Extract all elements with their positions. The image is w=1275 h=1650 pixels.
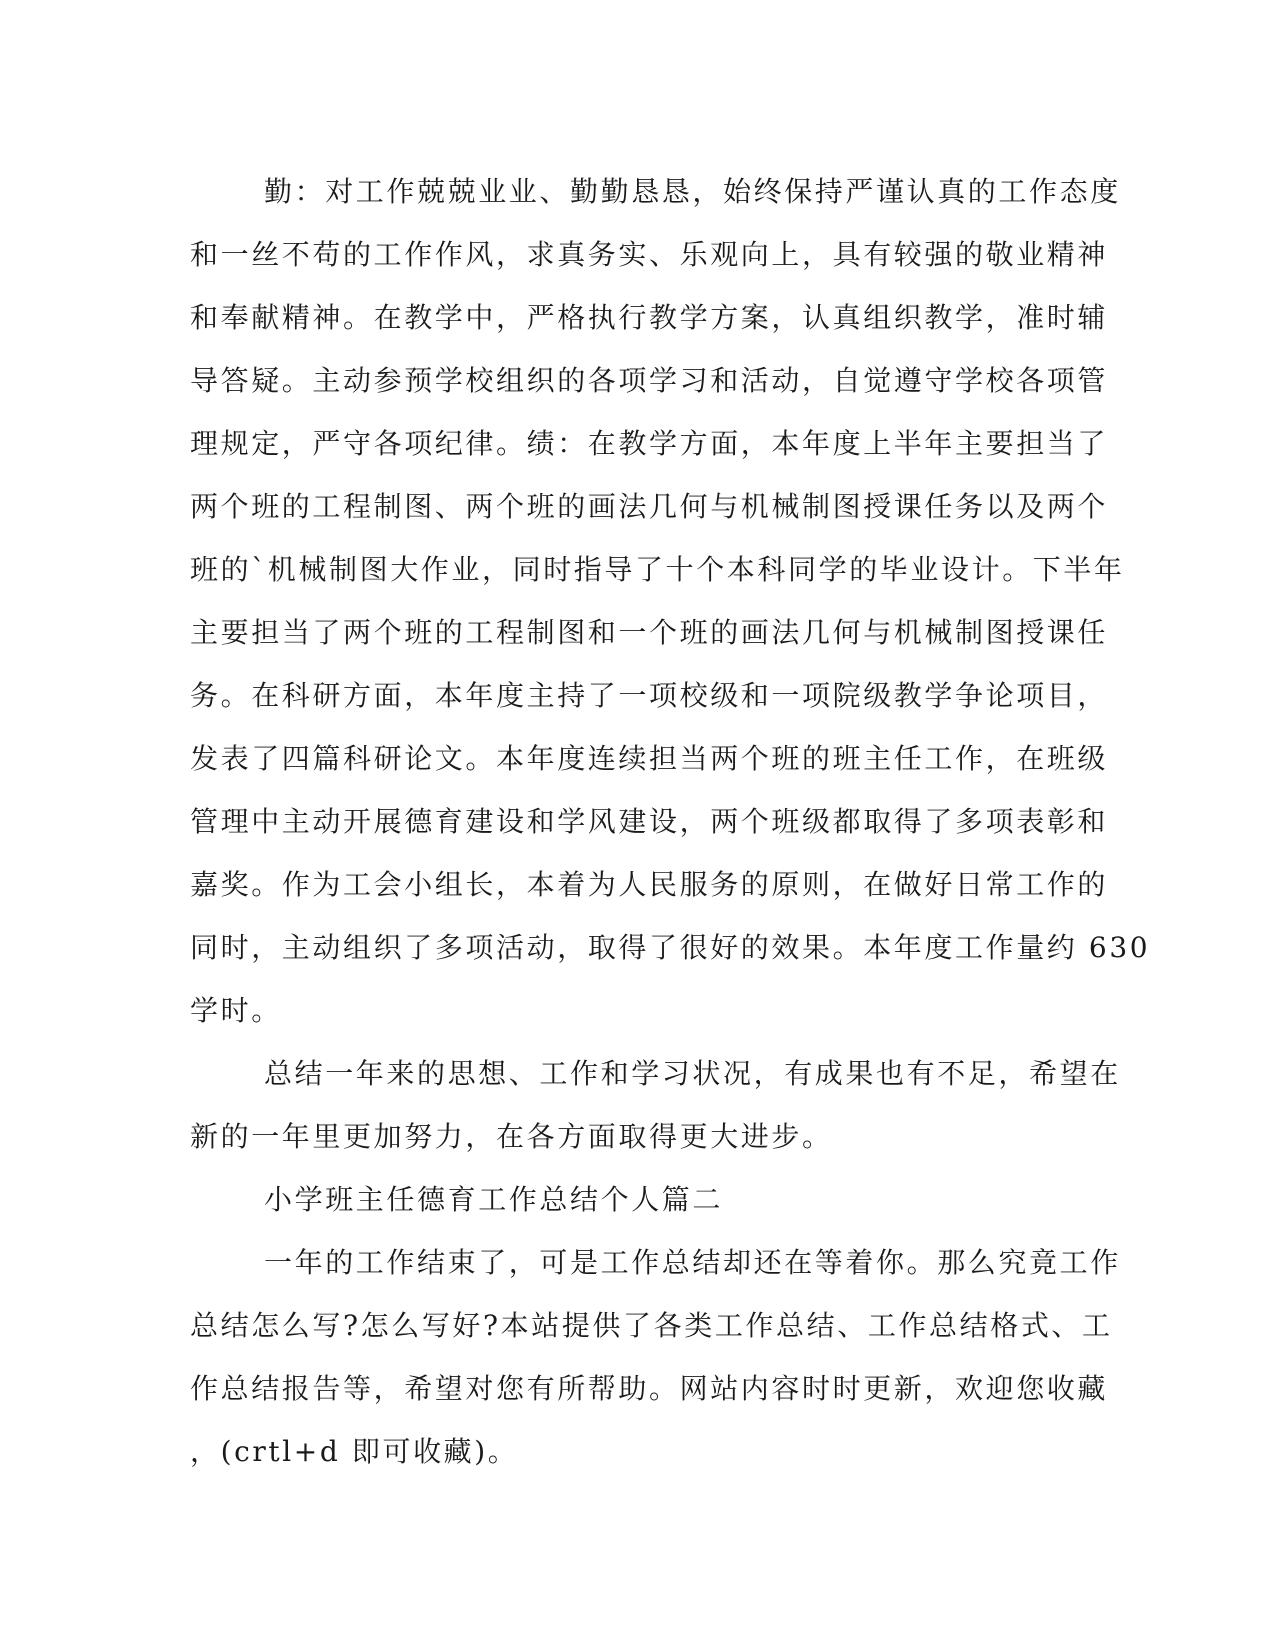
text-line: 务。在科研方面，本年度主持了一项校级和一项院级教学争论项目， <box>190 679 1109 712</box>
text-line: 新的一年里更加努力，在各方面取得更大进步。 <box>190 1120 833 1153</box>
text-line: ，(crtl+d 即可收藏)。 <box>190 1435 519 1468</box>
text-line: 管理中主动开展德育建设和学风建设，两个班级都取得了多项表彰和 <box>190 805 1109 838</box>
text-line: 总结一年来的思想、工作和学习状况，有成果也有不足，希望在 <box>264 1057 1121 1090</box>
document-body <box>190 160 1151 1483</box>
text-line: 作总结报告等，希望对您有所帮助。网站内容时时更新，欢迎您收藏 <box>190 1372 1109 1405</box>
text-line: 两个班的工程制图、两个班的画法几何与机械制图授课任务以及两个 <box>190 490 1109 523</box>
text-line: 主要担当了两个班的工程制图和一个班的画法几何与机械制图授课任 <box>190 616 1109 649</box>
text-line: 嘉奖。作为工会小组长，本着为人民服务的原则，在做好日常工作的 <box>190 868 1109 901</box>
text-line: 和一丝不苟的工作作风，求真务实、乐观向上，具有较强的敬业精神 <box>190 238 1109 271</box>
text-line: 同时，主动组织了多项活动，取得了很好的效果。本年度工作量约 630 <box>190 931 1151 964</box>
text-line: 理规定，严守各项纪律。绩：在教学方面，本年度上半年主要担当了 <box>190 427 1109 460</box>
text-line: 一年的工作结束了，可是工作总结却还在等着你。那么究竟工作 <box>264 1246 1121 1279</box>
text-line: 总结怎么写?怎么写好?本站提供了各类工作总结、工作总结格式、工 <box>190 1309 1113 1342</box>
text-line: 班的`机械制图大作业，同时指导了十个本科同学的毕业设计。下半年 <box>190 553 1125 586</box>
text-line: 和奉献精神。在教学中，严格执行教学方案，认真组织教学，准时辅 <box>190 301 1109 334</box>
text-line: 学时。 <box>190 994 282 1027</box>
text-line: 发表了四篇科研论文。本年度连续担当两个班的班主任工作，在班级 <box>190 742 1109 775</box>
text-line: 导答疑。主动参预学校组织的各项学习和活动，自觉遵守学校各项管 <box>190 364 1109 397</box>
section-heading: 小学班主任德育工作总结个人篇二 <box>264 1183 724 1216</box>
text-line: 勤：对工作兢兢业业、勤勤恳恳，始终保持严谨认真的工作态度 <box>264 175 1121 208</box>
